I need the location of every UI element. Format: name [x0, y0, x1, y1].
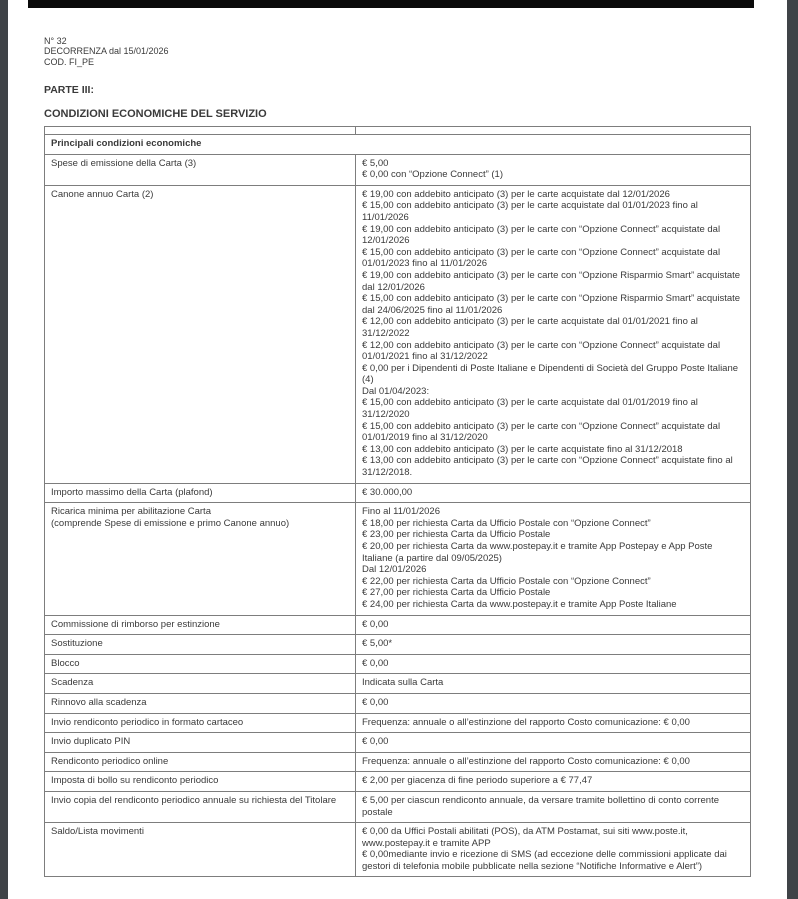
condition-value-line: € 15,00 con addebito anticipato (3) per le carte con “Opzione Risparmio Smart” acquistate dal 24/06/2025 fino al 11/01/2026 — [362, 293, 741, 316]
condition-value-cell — [356, 185, 751, 483]
table-row — [45, 483, 751, 503]
condition-value-line: € 13,00 con addebito anticipato (3) per le carte acquistate fino al 31/12/2018 — [362, 443, 683, 455]
condition-label-cell — [45, 772, 356, 792]
table-row — [45, 772, 751, 792]
condition-label-line: Invio rendiconto periodico in formato cartaceo — [51, 716, 244, 728]
condition-value-cell — [356, 503, 751, 615]
condition-value-line: € 19,00 con addebito anticipato (3) per le carte acquistate dal 12/01/2026 — [362, 188, 670, 200]
condition-value-cell — [356, 713, 751, 733]
condition-value-line: € 15,00 con addebito anticipato (3) per le carte acquistate dal 01/01/2023 fino al 11/01/2026 — [362, 200, 698, 223]
conditions-table — [44, 126, 751, 877]
condition-label-cell — [45, 154, 356, 185]
document-page — [8, 0, 787, 899]
condition-label-cell — [45, 654, 356, 674]
condition-value-line: € 5,00 per ciascun rendiconto annuale, da versare tramite bollettino di conto corrente postale — [362, 794, 719, 818]
condition-value-line: € 0,00 per i Dipendenti di Poste Italiane e Dipendenti di Società del Gruppo Poste Italiane (4) — [362, 362, 739, 386]
condition-value-line: € 0,00 — [362, 657, 389, 669]
condition-label-line: Scadenza — [51, 677, 94, 689]
table-row — [45, 823, 751, 877]
condition-label-cell — [45, 635, 356, 655]
condition-label-cell — [45, 823, 356, 877]
condition-value-line: Frequenza: annuale o all’estinzione del rapporto Costo comunicazione: € 0,00 — [362, 755, 690, 767]
condition-value-line: € 22,00 per richiesta Carta da Ufficio Postale con “Opzione Connect” — [362, 575, 651, 587]
condition-value-line: Fino al 11/01/2026 — [362, 506, 440, 518]
condition-label-cell — [45, 733, 356, 753]
condition-value-cell — [356, 752, 751, 772]
table-row — [45, 733, 751, 753]
condition-value-line: € 0,00 con “Opzione Connect” (1) — [362, 169, 503, 181]
condition-label-line: Rinnovo alla scadenza — [51, 696, 147, 708]
sliver-cell-left — [45, 127, 356, 135]
condition-value-line: € 15,00 con addebito anticipato (3) per le carte acquistate dal 01/01/2019 fino al 31/12/2020 — [362, 397, 698, 421]
table-row — [45, 674, 751, 694]
top-black-bar — [28, 0, 754, 8]
condition-value-cell — [356, 791, 751, 822]
table-row — [45, 503, 751, 615]
condition-label-cell — [45, 713, 356, 733]
sliver-cell-right — [356, 127, 751, 135]
doc-effective-date: DECORRENZA dal 15/01/2026 — [44, 46, 169, 57]
condition-value-line: € 20,00 per richiesta Carta da www.postepay.it e tramite App Postepay e App Poste Italiane (a partire dal 09/05/2025) — [362, 541, 713, 564]
condition-label-line: Canone annuo Carta (2) — [51, 188, 154, 200]
table-row — [45, 185, 751, 483]
condition-label-line: Invio copia del rendiconto periodico annuale su richiesta del Titolare — [51, 794, 337, 806]
condition-value-line: € 18,00 per richiesta Carta da Ufficio Postale con “Opzione Connect” — [362, 517, 651, 529]
condition-label-cell — [45, 791, 356, 822]
condition-value-line: € 5,00 — [362, 157, 389, 169]
table-row — [45, 154, 751, 185]
table-header-row — [45, 135, 751, 155]
condition-value-line: € 23,00 per richiesta Carta da Ufficio Postale — [362, 529, 551, 541]
condition-label-line: Sostituzione — [51, 638, 103, 650]
condition-value-line: € 12,00 con addebito anticipato (3) per le carte acquistate dal 01/01/2021 fino al 31/12/2022 — [362, 316, 698, 339]
condition-value-cell — [356, 615, 751, 635]
table-header-title: Principali condizioni economiche — [45, 135, 751, 155]
condition-label-line: Importo massimo della Carta (plafond) — [51, 486, 213, 498]
doc-meta-block — [44, 36, 169, 67]
condition-value-line: Dal 01/04/2023: — [362, 385, 430, 397]
part-title: PARTE III: — [44, 84, 94, 96]
condition-label-line: Spese di emissione della Carta (3) — [51, 157, 197, 169]
condition-label-cell — [45, 674, 356, 694]
condition-value-line: € 0,00mediante invio e ricezione di SMS (ad eccezione delle commissioni applicate dai gestori di telefonia mobile pubblicate nella sezione “Notifiche Informative e Alert”) — [362, 849, 727, 872]
condition-value-cell — [356, 154, 751, 185]
condition-label-line: Saldo/Lista movimenti — [51, 826, 144, 838]
section-title: CONDIZIONI ECONOMICHE DEL SERVIZIO — [44, 108, 267, 120]
condition-label-line: Rendiconto periodico online — [51, 755, 169, 767]
condition-label-cell — [45, 752, 356, 772]
condition-label-line: Invio duplicato PIN — [51, 736, 131, 748]
condition-value-line: € 24,00 per richiesta Carta da www.postepay.it e tramite App Poste Italiane — [362, 598, 677, 610]
condition-label-cell — [45, 483, 356, 503]
condition-value-cell — [356, 483, 751, 503]
condition-value-line: € 2,00 per giacenza di fine periodo superiore a € 77,47 — [362, 775, 593, 787]
condition-value-line: € 12,00 con addebito anticipato (3) per le carte con “Opzione Connect” acquistate dal 01/01/2021 fino al 31/12/2022 — [362, 339, 721, 363]
condition-value-line: € 0,00 — [362, 618, 389, 630]
table-top-sliver-row — [45, 127, 751, 135]
condition-value-line: € 19,00 con addebito anticipato (3) per le carte con “Opzione Risparmio Smart” acquistate dal 12/01/2026 — [362, 269, 741, 293]
condition-value-line: Dal 12/01/2026 — [362, 564, 427, 576]
condition-value-line: € 5,00* — [362, 638, 393, 650]
condition-value-cell — [356, 654, 751, 674]
condition-label-cell — [45, 693, 356, 713]
table-row — [45, 791, 751, 822]
table-row — [45, 654, 751, 674]
condition-label-line: Commissione di rimborso per estinzione — [51, 618, 220, 630]
condition-label-line: Blocco — [51, 657, 80, 669]
condition-value-line: € 0,00 da Uffici Postali abilitati (POS), da ATM Postamat, sui siti www.poste.it, www.postepay.it e tramite APP — [362, 826, 688, 849]
table-row — [45, 693, 751, 713]
condition-value-line: € 0,00 — [362, 736, 389, 748]
condition-value-cell — [356, 772, 751, 792]
condition-label-line: Ricarica minima per abilitazione Carta — [51, 506, 211, 518]
condition-value-line: € 13,00 con addebito anticipato (3) per le carte con “Opzione Connect” acquistate fino al 31/12/2018. — [362, 455, 733, 479]
condition-value-line: Indicata sulla Carta — [362, 677, 444, 689]
condition-value-line: € 30.000,00 — [362, 486, 413, 498]
condition-value-line: € 15,00 con addebito anticipato (3) per le carte con “Opzione Connect” acquistate dal 01/01/2019 fino al 31/12/2020 — [362, 420, 721, 444]
condition-value-cell — [356, 823, 751, 877]
condition-value-line: € 27,00 per richiesta Carta da Ufficio Postale — [362, 587, 551, 599]
doc-code: COD. FI_PE — [44, 56, 95, 67]
table-row — [45, 752, 751, 772]
condition-label-cell — [45, 503, 356, 615]
doc-number: N° 32 — [44, 36, 67, 46]
condition-value-cell — [356, 693, 751, 713]
table-row — [45, 635, 751, 655]
condition-value-cell — [356, 674, 751, 694]
condition-value-line: Frequenza: annuale o all’estinzione del rapporto Costo comunicazione: € 0,00 — [362, 716, 690, 728]
condition-label-cell — [45, 185, 356, 483]
table-row — [45, 713, 751, 733]
condition-value-line: € 15,00 con addebito anticipato (3) per le carte con “Opzione Connect” acquistate dal 01/01/2023 fino al 11/01/2026 — [362, 246, 721, 270]
condition-label-cell — [45, 615, 356, 635]
condition-value-line: € 19,00 con addebito anticipato (3) per le carte con “Opzione Connect” acquistate dal 12/01/2026 — [362, 223, 721, 247]
condition-value-cell — [356, 635, 751, 655]
table-row — [45, 615, 751, 635]
condition-value-line: € 0,00 — [362, 696, 389, 708]
condition-label-line: (comprende Spese di emissione e primo Canone annuo) — [51, 517, 290, 529]
condition-value-cell — [356, 733, 751, 753]
condition-label-line: Imposta di bollo su rendiconto periodico — [51, 775, 219, 787]
